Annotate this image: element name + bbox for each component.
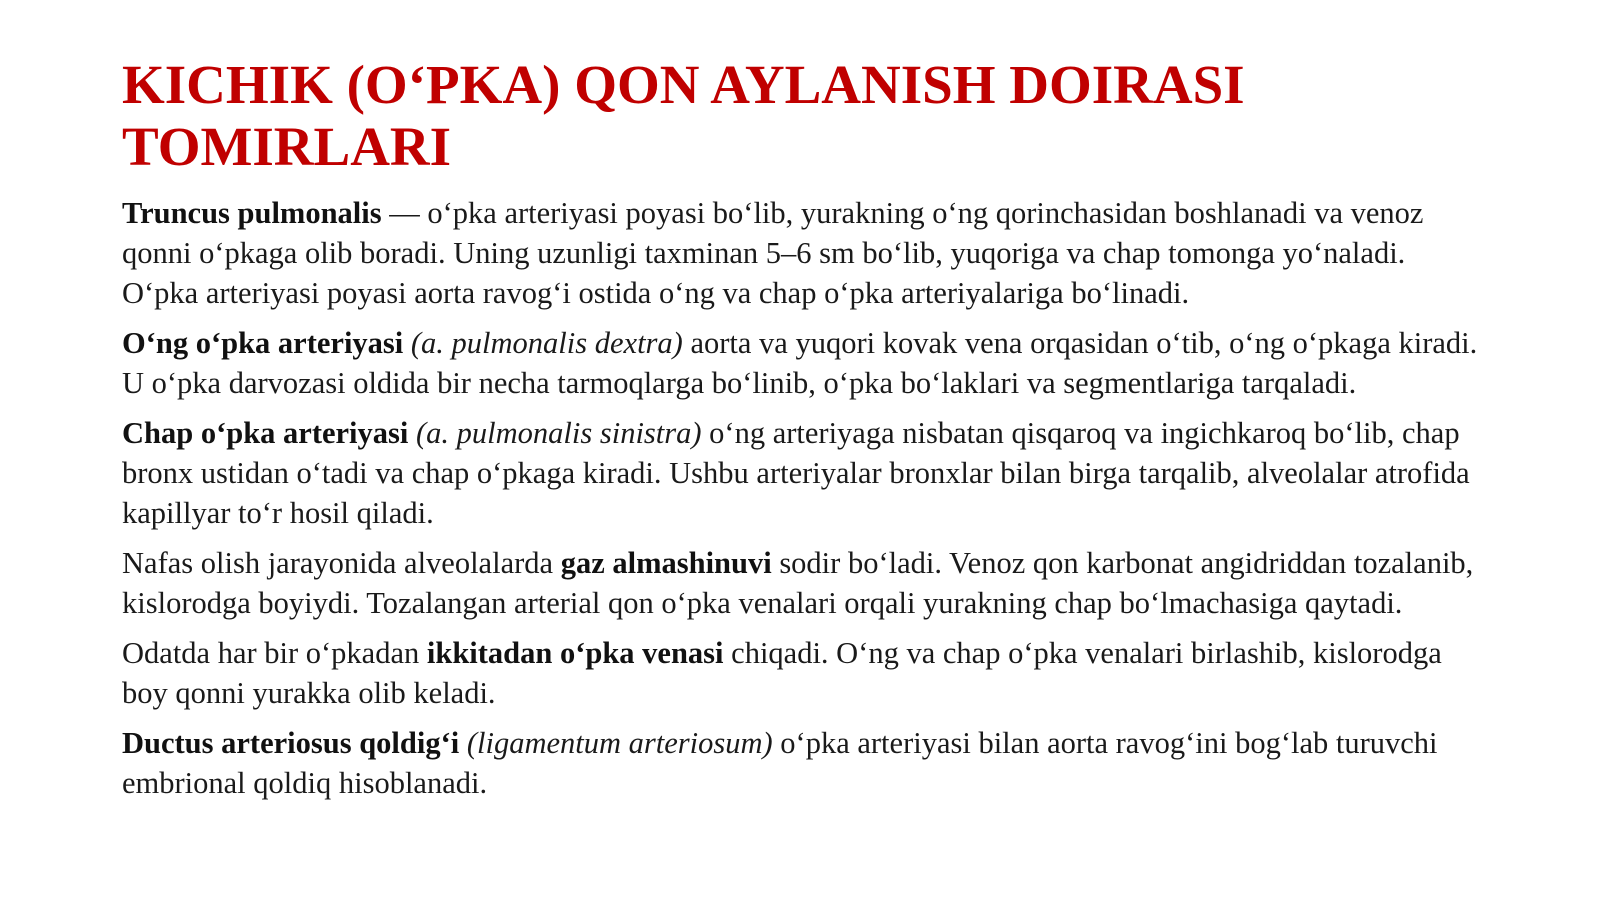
paragraph-text: aorta va yuqori kovak vena orqasidan o‘tib, o‘ng o‘pkaga kiradi. U o‘pka darvozasi oldida bir necha tarmoqlarga bo‘linib, o‘pka bo‘laklari va segmentlariga tarqaladi. bbox=[122, 326, 1478, 400]
paragraph-text: chiqadi. O‘ng va chap o‘pka venalari birlashib, kislorodga boy qonni yurakka olib keladi. bbox=[122, 636, 1442, 710]
paragraph-text: sodir bo‘ladi. Venoz qon karbonat angidriddan tozalanib, kislorodga boyiydi. Tozalangan arterial qon o‘pka venalari orqali yurakning chap bo‘lmachasiga qaytadi. bbox=[122, 546, 1474, 620]
paragraph-ductus-arteriosus bbox=[122, 723, 1482, 803]
term-gas-exchange: gaz almashinuvi bbox=[560, 546, 772, 580]
latin-term: (a. pulmonalis dextra) bbox=[403, 326, 683, 360]
term-truncus-pulmonalis: Truncus pulmonalis bbox=[122, 196, 382, 230]
slide-body bbox=[122, 193, 1482, 813]
latin-term: (ligamentum arteriosum) bbox=[459, 726, 773, 760]
paragraph-text: Nafas olish jarayonida alveolalarda bbox=[122, 546, 561, 580]
slide-title-line-1: KICHIK (O‘PKA) QON AYLANISH DOIRASI bbox=[122, 54, 1245, 115]
slide-title bbox=[122, 54, 1502, 178]
paragraph-text: o‘ng arteriyaga nisbatan qisqaroq va ingichkaroq bo‘lib, chap bronx ustidan o‘tadi va chap o‘pkaga kiradi. Ushbu arteriyalar bronxlar bilan birga tarqalib, alveolalar atrofida kapillyar to‘r hosil qiladi. bbox=[122, 416, 1470, 530]
paragraph-text: o‘pka arteriyasi bilan aorta ravog‘ini bog‘lab turuvchi embrional qoldiq hisoblanadi. bbox=[122, 726, 1438, 800]
paragraph-truncus-pulmonalis bbox=[122, 193, 1482, 313]
term-ductus-arteriosus: Ductus arteriosus qoldig‘i bbox=[122, 726, 460, 760]
term-left-pulmonary-artery: Chap o‘pka arteriyasi bbox=[122, 416, 409, 450]
term-pulmonary-veins: ikkitadan o‘pka venasi bbox=[426, 636, 724, 670]
paragraph-text: — o‘pka arteriyasi poyasi bo‘lib, yurakning o‘ng qorinchasidan boshlanadi va venoz qonni o‘pkaga olib boradi. Uning uzunligi taxminan 5–6 sm bo‘lib, yuqoriga va chap tomonga yo‘naladi. O‘pka arteriyasi poyasi aorta ravog‘i ostida o‘ng va chap o‘pka arteriyalariga bo‘linadi. bbox=[122, 196, 1424, 310]
term-right-pulmonary-artery: O‘ng o‘pka arteriyasi bbox=[122, 326, 404, 360]
paragraph-left-pulmonary-artery bbox=[122, 413, 1482, 533]
paragraph-text: Odatda har bir o‘pkadan bbox=[122, 636, 427, 670]
paragraph-pulmonary-veins bbox=[122, 633, 1482, 713]
paragraph-right-pulmonary-artery bbox=[122, 323, 1482, 403]
slide-title-line-2: TOMIRLARI bbox=[122, 116, 452, 177]
paragraph-gas-exchange bbox=[122, 543, 1482, 623]
latin-term: (a. pulmonalis sinistra) bbox=[408, 416, 702, 450]
